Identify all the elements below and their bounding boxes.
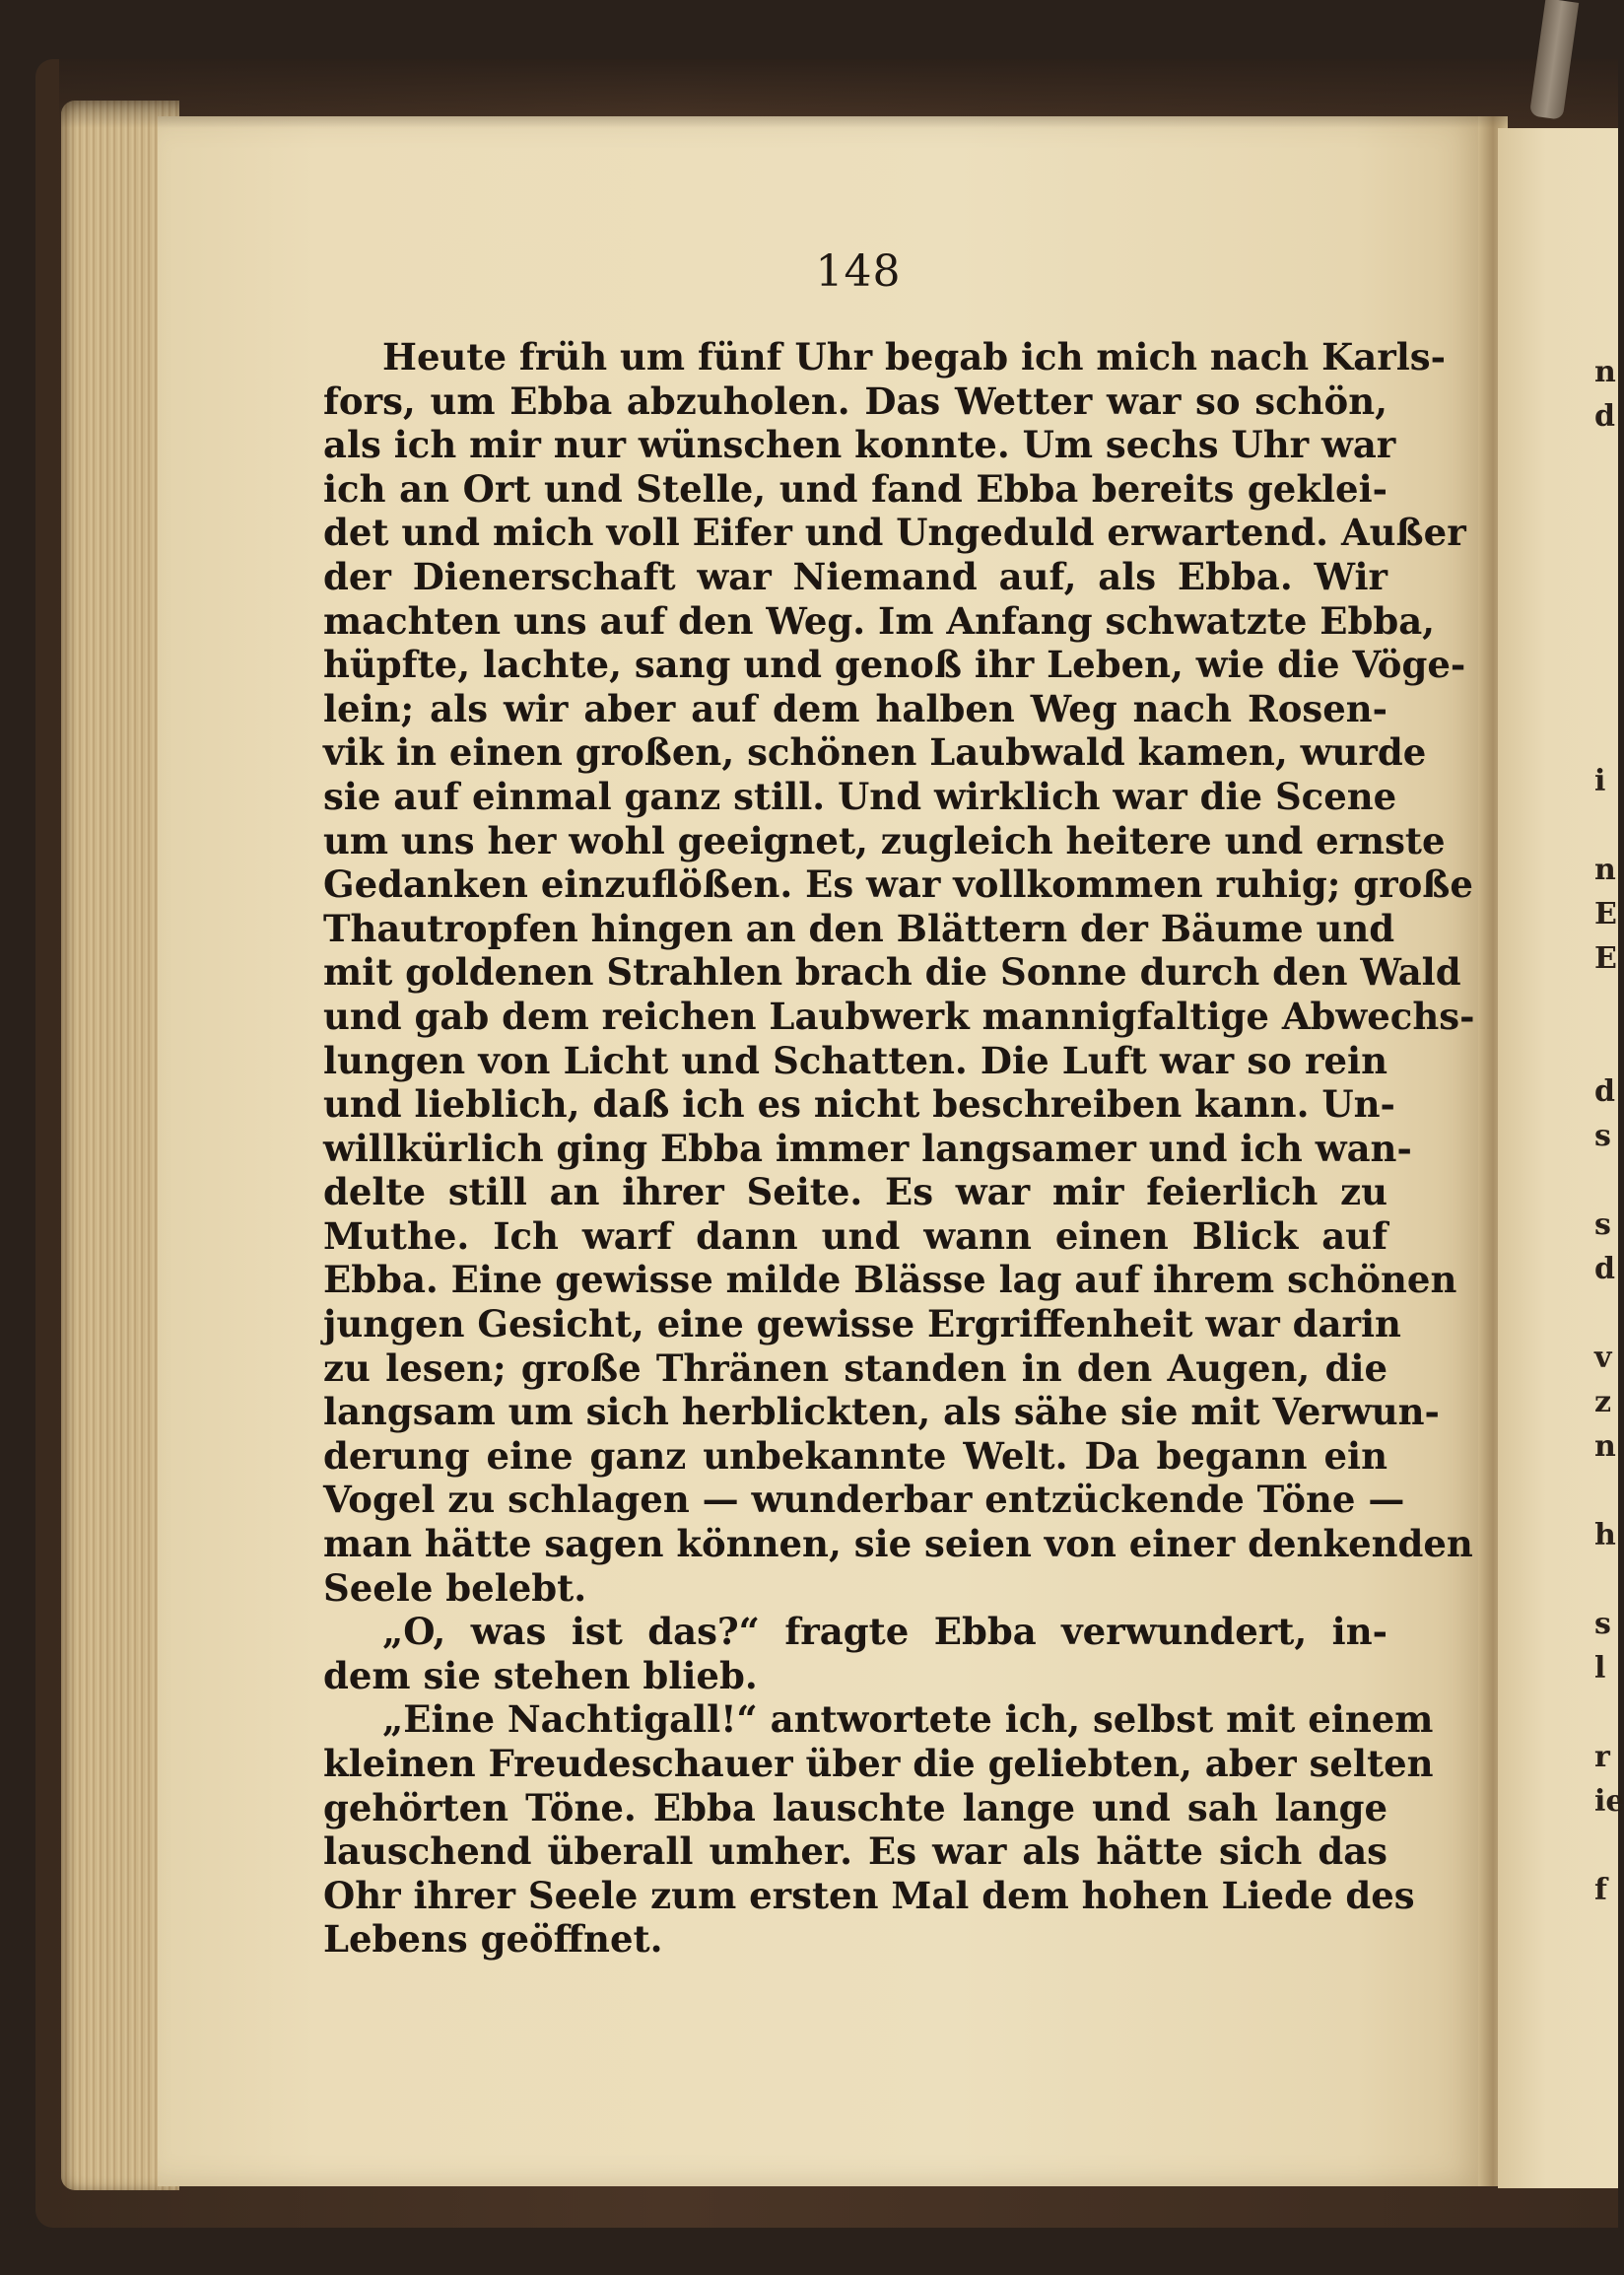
text-line: Lebens geöffnet. — [323, 1917, 663, 1962]
text-line: gehörten Töne. Ebba lauschte lange und sah lange — [323, 1785, 1387, 1829]
page-number: 148 — [815, 246, 902, 297]
text-line: sie auf einmal ganz still. Und wirklich war die Scene — [323, 774, 1397, 818]
text-line: ich an Ort und Stelle, und fand Ebba bereits geklei- — [323, 466, 1387, 511]
text-line: det und mich voll Eifer und Ungeduld erwartend. Außer — [323, 511, 1466, 555]
text-line: und lieblich, daß ich es nicht beschreiben kann. Un- — [323, 1082, 1395, 1127]
fragment: h — [1594, 1518, 1616, 1552]
text-line: Vogel zu schlagen — wunderbar entzückende Töne — — [323, 1478, 1405, 1522]
text-line: lein; als wir aber auf dem halben Weg nach Rosen- — [323, 686, 1387, 730]
text-line: „Eine Nachtigall!“ antwortete ich, selbst mit einem — [382, 1697, 1434, 1742]
fragment: n — [1594, 1429, 1616, 1464]
fragment: v — [1594, 1341, 1612, 1375]
text-line: man hätte sagen können, sie seien von einer denkenden — [323, 1522, 1473, 1566]
fragment: f — [1594, 1873, 1607, 1907]
text-line: lungen von Licht und Schatten. Die Luft war so rein — [323, 1038, 1387, 1082]
text-line: Heute früh um fünf Uhr begab ich mich nach Karls- — [382, 335, 1446, 379]
text-line: mit goldenen Strahlen brach die Sonne durch den Wald — [323, 950, 1461, 995]
text-line: dem sie stehen blieb. — [323, 1653, 758, 1697]
text-line: lauschend überall umher. Es war als hätte sich das — [323, 1829, 1387, 1874]
text-line: um uns her wohl geeignet, zugleich heitere und ernste — [323, 818, 1446, 862]
text-line: Muthe. Ich warf dann und wann einen Blick auf — [323, 1213, 1387, 1258]
fragment: l — [1594, 1651, 1606, 1686]
text-line: langsam um sich herblickten, als sähe sie mit Verwun- — [323, 1390, 1440, 1434]
fragment: ie — [1594, 1784, 1624, 1819]
text-line: kleinen Freudeschauer über die geliebten, aber selten — [323, 1742, 1434, 1785]
fragment: d — [1594, 399, 1615, 434]
fragment: s — [1594, 1207, 1611, 1242]
fragment: d — [1594, 1252, 1615, 1286]
text-line: willkürlich ging Ebba immer langsamer und ich wan- — [323, 1126, 1412, 1170]
text-line: hüpfte, lachte, sang und genoß ihr Leben, wie die Vöge- — [323, 643, 1466, 687]
text-line: der Dienerschaft war Niemand auf, als Ebba. Wir — [323, 554, 1387, 598]
text-line: vik in einen großen, schönen Laubwald kamen, wurde — [323, 730, 1427, 775]
fragment: s — [1594, 1607, 1611, 1641]
top-shadow — [59, 59, 1618, 128]
fragment: z — [1594, 1385, 1612, 1419]
text-line: machten uns auf den Weg. Im Anfang schwatzte Ebba, — [323, 598, 1436, 643]
fragment: s — [1594, 1119, 1611, 1153]
fragment: r — [1594, 1740, 1610, 1774]
text-line: derung eine ganz unbekannte Welt. Da begann ein — [323, 1433, 1387, 1478]
text-line: Thautropfen hingen an den Blättern der Bäume und — [323, 906, 1395, 950]
text-line: Gedanken einzuflößen. Es war vollkommen ruhig; große — [323, 862, 1473, 907]
text-line: Ohr ihrer Seele zum ersten Mal dem hohen Liede des — [323, 1873, 1415, 1917]
text-line: delte still an ihrer Seite. Es war mir feierlich zu — [323, 1170, 1387, 1214]
text-line: Seele belebt. — [323, 1565, 587, 1610]
text-line: jungen Gesicht, eine gewisse Ergriffenheit war darin — [323, 1302, 1401, 1346]
text-line: als ich mir nur wünschen konnte. Um sechs Uhr war — [323, 423, 1396, 467]
body-text — [323, 335, 1475, 1962]
text-line: Ebba. Eine gewisse milde Blässe lag auf ihrem schönen — [323, 1258, 1457, 1302]
fragment: n — [1594, 853, 1616, 887]
fragment: i — [1594, 764, 1606, 798]
fragment: E — [1594, 941, 1617, 976]
text-line: und gab dem reichen Laubwerk mannigfaltige Abwechs- — [323, 994, 1475, 1038]
fragment: d — [1594, 1074, 1615, 1109]
fragment: n — [1594, 355, 1616, 389]
text-line: „O, was ist das?“ fragte Ebba verwundert, in- — [382, 1610, 1387, 1654]
fragment: E — [1594, 897, 1617, 931]
text-line: zu lesen; große Thränen standen in den Augen, die — [323, 1345, 1387, 1390]
text-line: fors, um Ebba abzuholen. Das Wetter war so schön, — [323, 379, 1387, 423]
